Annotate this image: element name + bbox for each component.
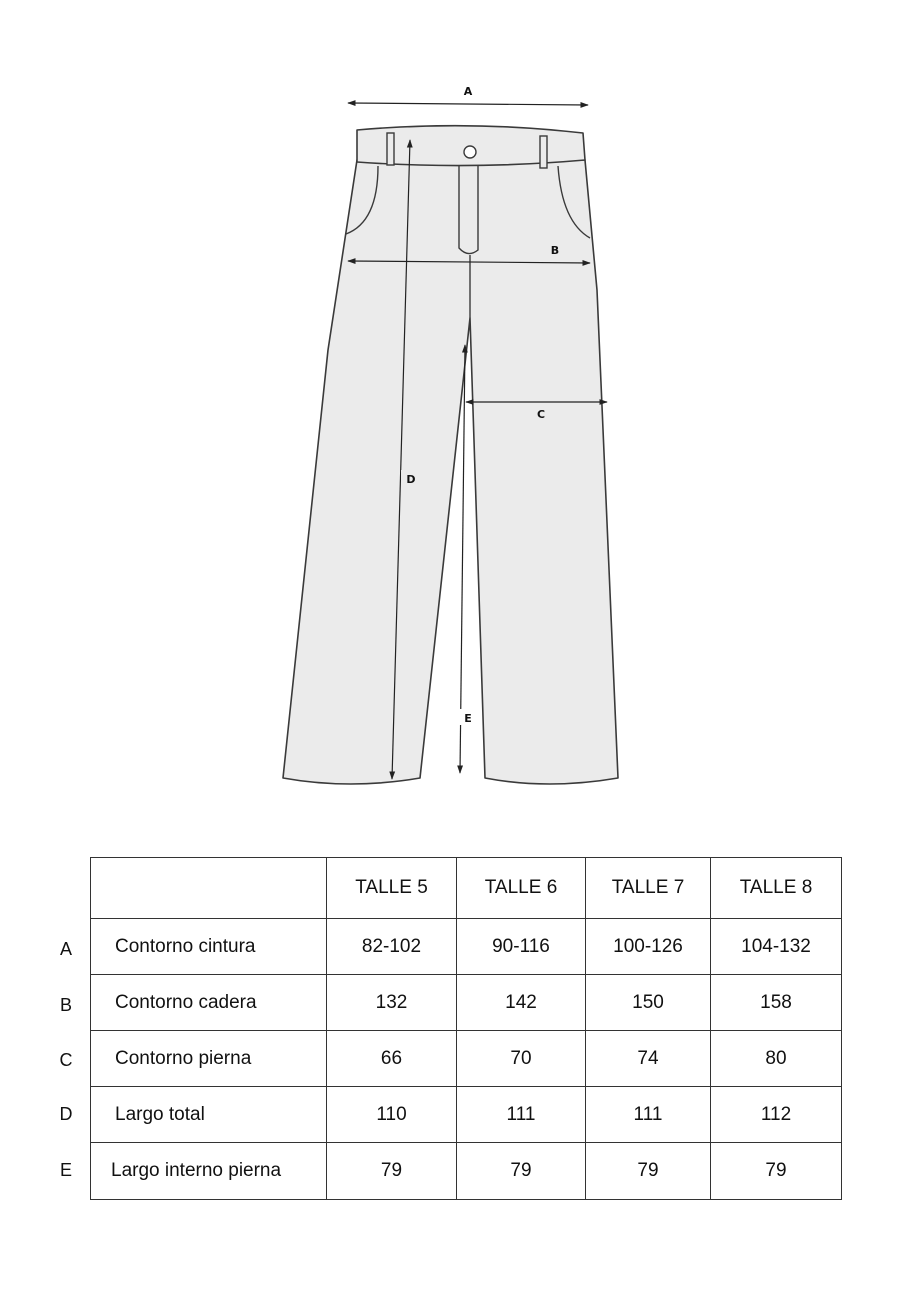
table-cell: 100-126 bbox=[586, 919, 711, 975]
table-cell: 112 bbox=[711, 1087, 842, 1143]
measure-name: Contorno cadera bbox=[91, 975, 327, 1031]
header-talle-6: TALLE 6 bbox=[457, 858, 586, 919]
table-cell: 110 bbox=[327, 1087, 457, 1143]
table-cell: 74 bbox=[586, 1031, 711, 1087]
table-row bbox=[91, 919, 842, 975]
label-b: B bbox=[550, 244, 560, 257]
table-cell: 79 bbox=[457, 1143, 586, 1200]
table-cell: 90-116 bbox=[457, 919, 586, 975]
button-icon bbox=[464, 146, 476, 158]
table-row bbox=[91, 1143, 842, 1200]
row-letter-b: B bbox=[59, 995, 72, 1015]
table-row bbox=[91, 975, 842, 1031]
table-cell: 82-102 bbox=[327, 919, 457, 975]
header-talle-7: TALLE 7 bbox=[586, 858, 711, 919]
table-cell: 158 bbox=[711, 975, 842, 1031]
row-letter-c: C bbox=[59, 1050, 73, 1070]
table-cell: 132 bbox=[327, 975, 457, 1031]
measure-name: Largo total bbox=[91, 1087, 327, 1143]
header-talle-5: TALLE 5 bbox=[327, 858, 457, 919]
row-letter-d: D bbox=[59, 1104, 73, 1124]
table-cell: 150 bbox=[586, 975, 711, 1031]
row-letter-a: A bbox=[59, 939, 72, 959]
arrow-a bbox=[348, 103, 588, 105]
belt-loop-left bbox=[387, 133, 394, 165]
header-talle-8: TALLE 8 bbox=[711, 858, 842, 919]
measure-name: Contorno pierna bbox=[91, 1031, 327, 1087]
table-cell: 79 bbox=[327, 1143, 457, 1200]
table-cell: 111 bbox=[457, 1087, 586, 1143]
size-table bbox=[90, 857, 842, 1200]
table-cell: 80 bbox=[711, 1031, 842, 1087]
label-d: D bbox=[406, 473, 416, 486]
label-c: C bbox=[536, 408, 546, 421]
table-cell: 79 bbox=[586, 1143, 711, 1200]
pants-outline bbox=[283, 126, 618, 784]
table-row bbox=[91, 1031, 842, 1087]
table-header-row bbox=[91, 858, 842, 919]
label-e: E bbox=[464, 712, 472, 725]
table-cell: 142 bbox=[457, 975, 586, 1031]
table-cell: 66 bbox=[327, 1031, 457, 1087]
header-empty-cell bbox=[91, 858, 327, 919]
table-cell: 70 bbox=[457, 1031, 586, 1087]
label-a: A bbox=[463, 85, 473, 98]
row-letter-e: E bbox=[59, 1160, 72, 1180]
table-row bbox=[91, 1087, 842, 1143]
table-cell: 104-132 bbox=[711, 919, 842, 975]
measure-name: Largo interno pierna bbox=[91, 1143, 327, 1200]
belt-loop-right bbox=[540, 136, 547, 168]
table-cell: 79 bbox=[711, 1143, 842, 1200]
measure-name: Contorno cintura bbox=[91, 919, 327, 975]
table-cell: 111 bbox=[586, 1087, 711, 1143]
